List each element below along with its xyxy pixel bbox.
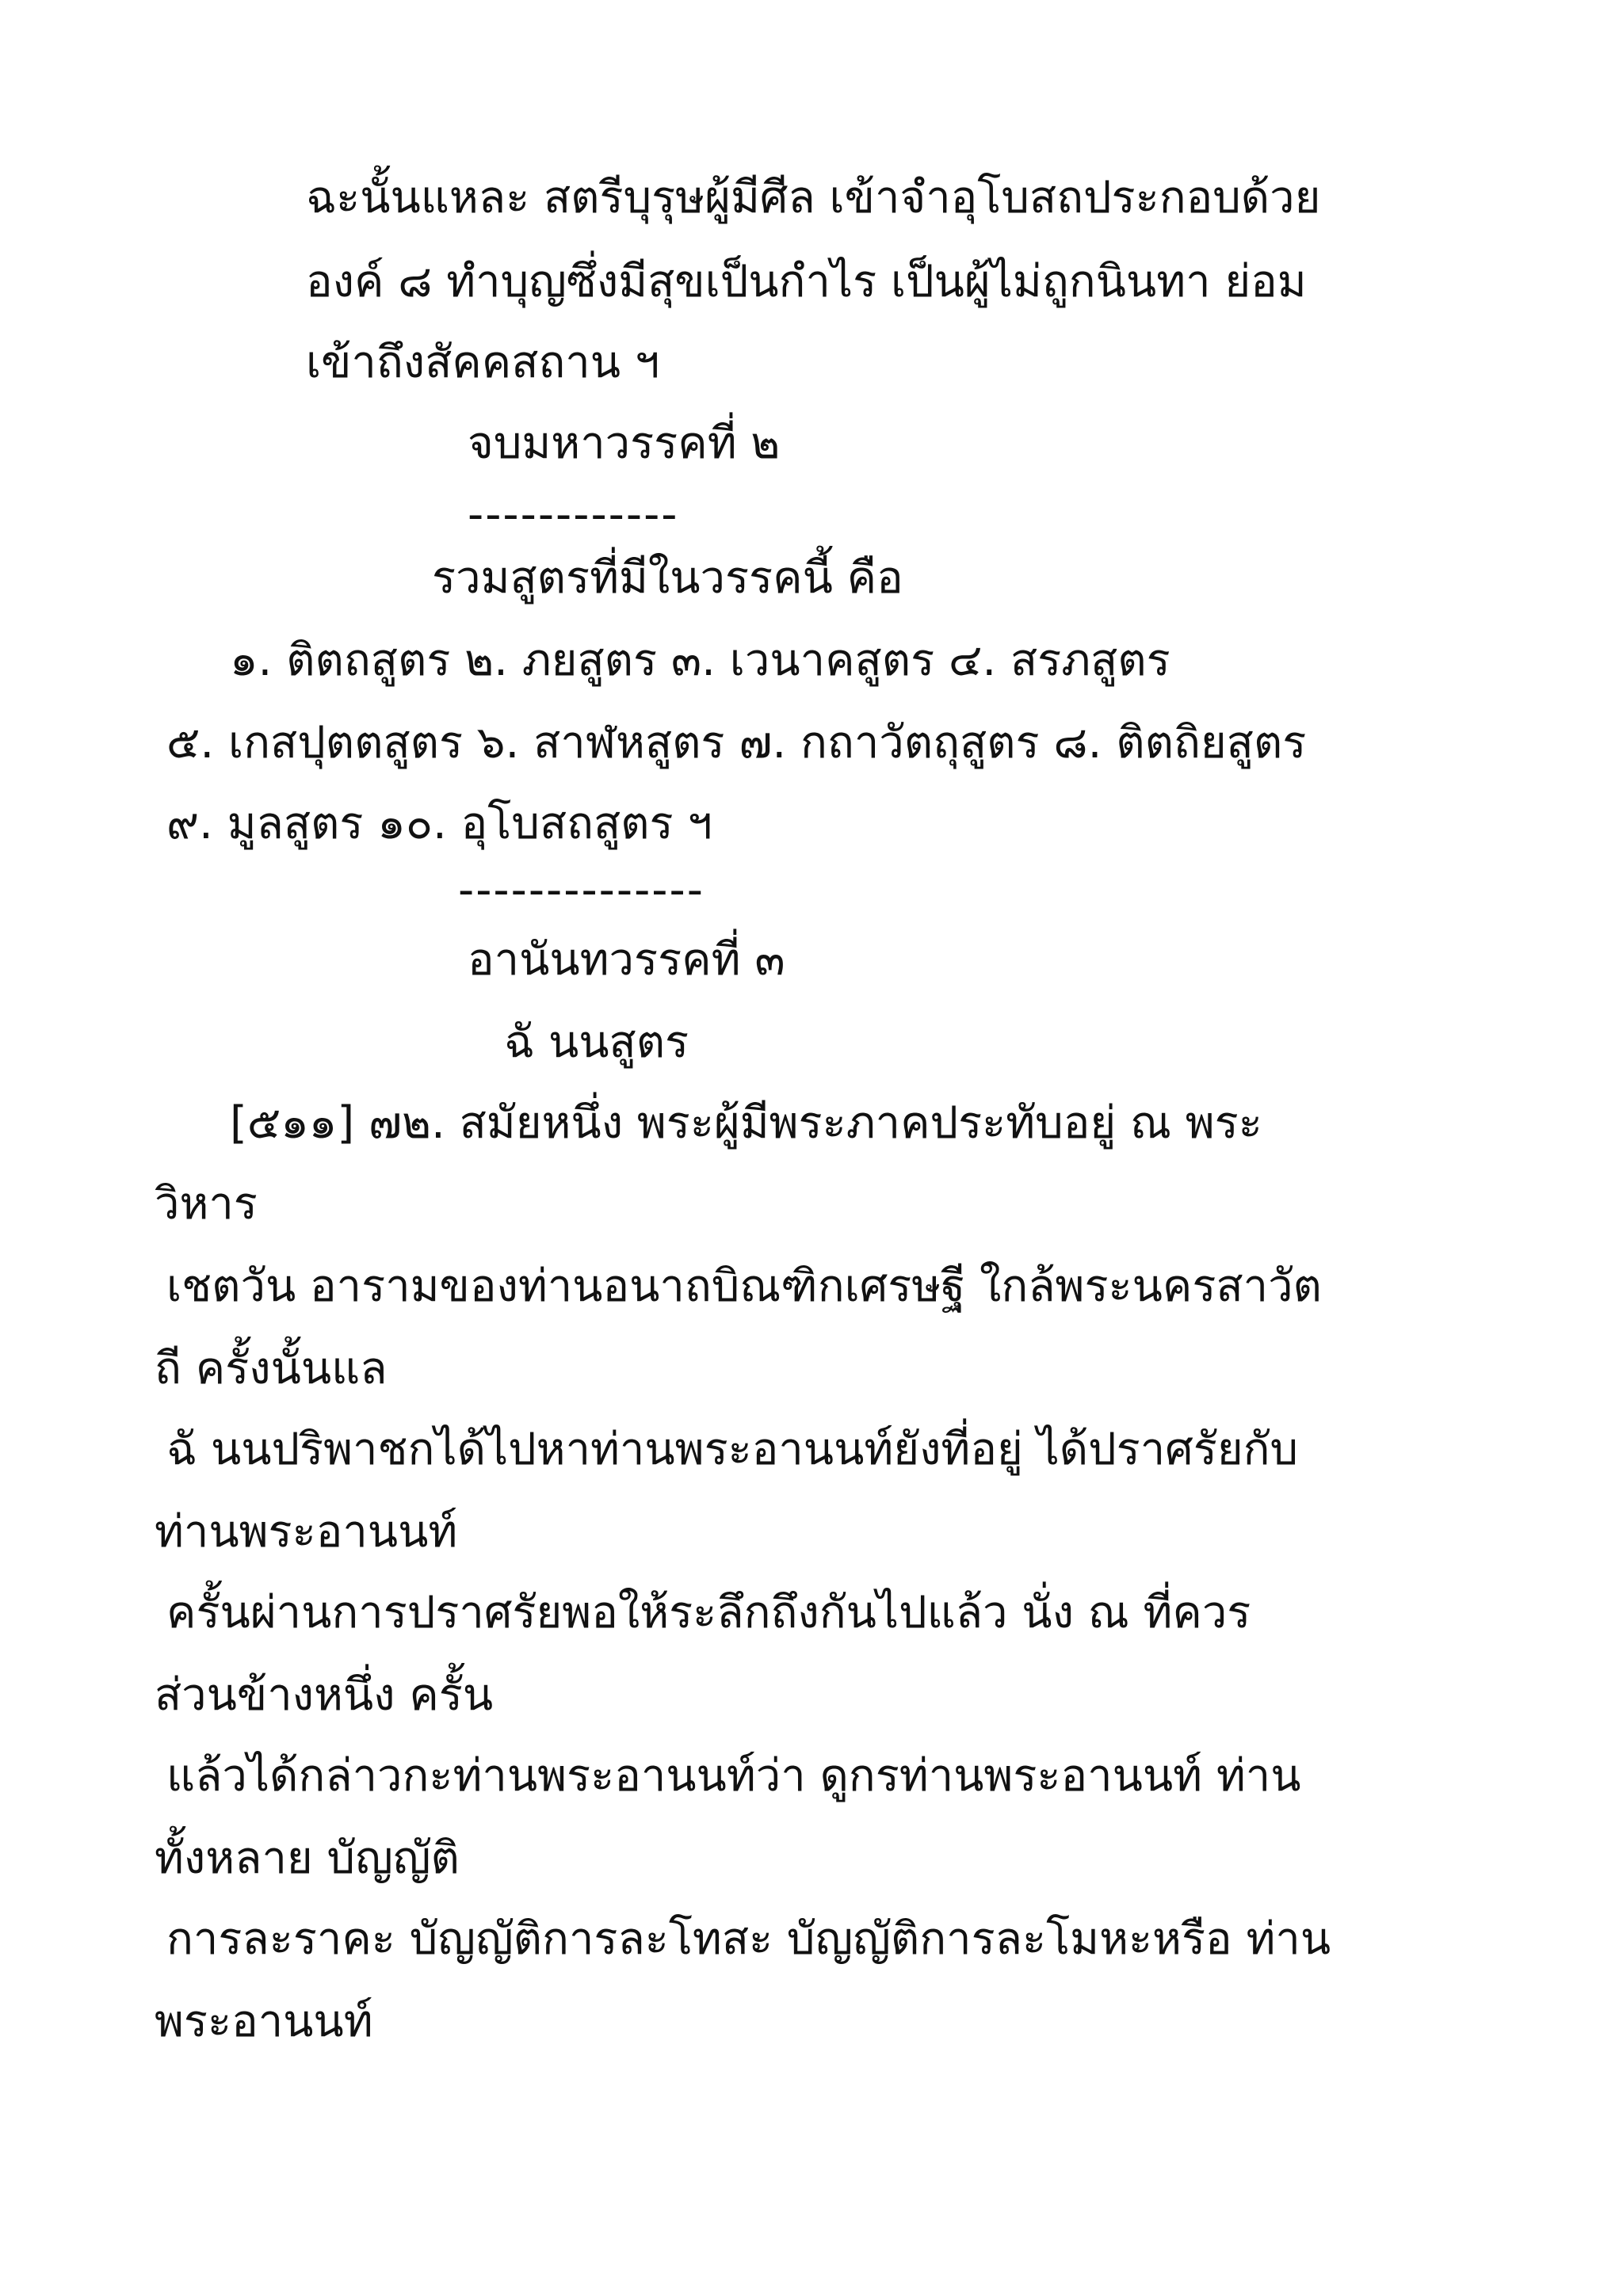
body-line-3: เชตวัน อารามของท่านอนาถบิณฑิกเศรษฐี ใกล้พระนครสาวัต xyxy=(166,1261,1322,1312)
summary-separator: -------------- xyxy=(458,864,705,916)
body-line-12: พระอานนท์ xyxy=(155,1996,373,2047)
verse-line-3: เข้าถึงสัคคสถาน ฯ xyxy=(306,337,660,388)
body-line-6: ท่านพระอานนท์ xyxy=(155,1506,458,1558)
verse-line-2: องค์ ๘ ทำบุญซึ่งมีสุขเป็นกำไร เป็นผู้ไม่ถูกนินทา ย่อม xyxy=(306,256,1307,307)
summary-heading: รวมสูตรที่มีในวรรคนี้ คือ xyxy=(432,552,903,604)
summary-list-line-2: ๕. เกสปุตตสูตร ๖. สาฬหสูตร ๗. กถาวัตถุสูตร ๘. ติตถิยสูตร xyxy=(166,717,1307,769)
body-line-8: ส่วนข้างหนึ่ง ครั้น xyxy=(155,1669,494,1721)
body-line-2: วิหาร xyxy=(155,1178,258,1230)
sutta-title: ฉั นนสูตร xyxy=(504,1016,689,1068)
body-line-10: ทั้งหลาย บัญญัติ xyxy=(155,1833,460,1884)
chapter-end-title: จบมหาวรรคที่ ๒ xyxy=(468,418,781,469)
body-line-1: [๕๑๑] ๗๒. สมัยหนึ่ง พระผู้มีพระภาคประทับอยู่ ณ พระ xyxy=(230,1097,1262,1149)
summary-list-line-1: ๑. ติตถสูตร ๒. ภยสูตร ๓. เวนาคสูตร ๔. สรภสูตร xyxy=(230,635,1170,686)
chapter-end-separator: ------------ xyxy=(468,489,679,540)
body-line-4: ถี ครั้งนั้นแล xyxy=(155,1343,388,1394)
summary-list-line-3: ๙. มูลสูตร ๑๐. อุโบสถสูตร ฯ xyxy=(166,798,712,849)
body-line-7: ครั้นผ่านการปราศรัยพอให้ระลึกถึงกันไปแล้ว นั่ง ณ ที่ควร xyxy=(166,1587,1251,1638)
body-line-11: การละราคะ บัญญัติการละโทสะ บัญญัติการละโมหะหรือ ท่าน xyxy=(166,1913,1331,1965)
body-line-5: ฉั นนปริพาชกได้ไปหาท่านพระอานนท์ยังที่อยู่ ได้ปราศรัยกับ xyxy=(166,1424,1299,1475)
verse-line-1: ฉะนั้นแหละ สตรีบุรุษผู้มีศีล เข้าจำอุโบสถประกอบด้วย xyxy=(306,172,1321,223)
chapter-title: อานันทวรรคที่ ๓ xyxy=(468,934,785,986)
body-line-9: แล้วได้กล่าวกะท่านพระอานนท์ว่า ดูกรท่านพระอานนท์ ท่าน xyxy=(166,1750,1301,1802)
